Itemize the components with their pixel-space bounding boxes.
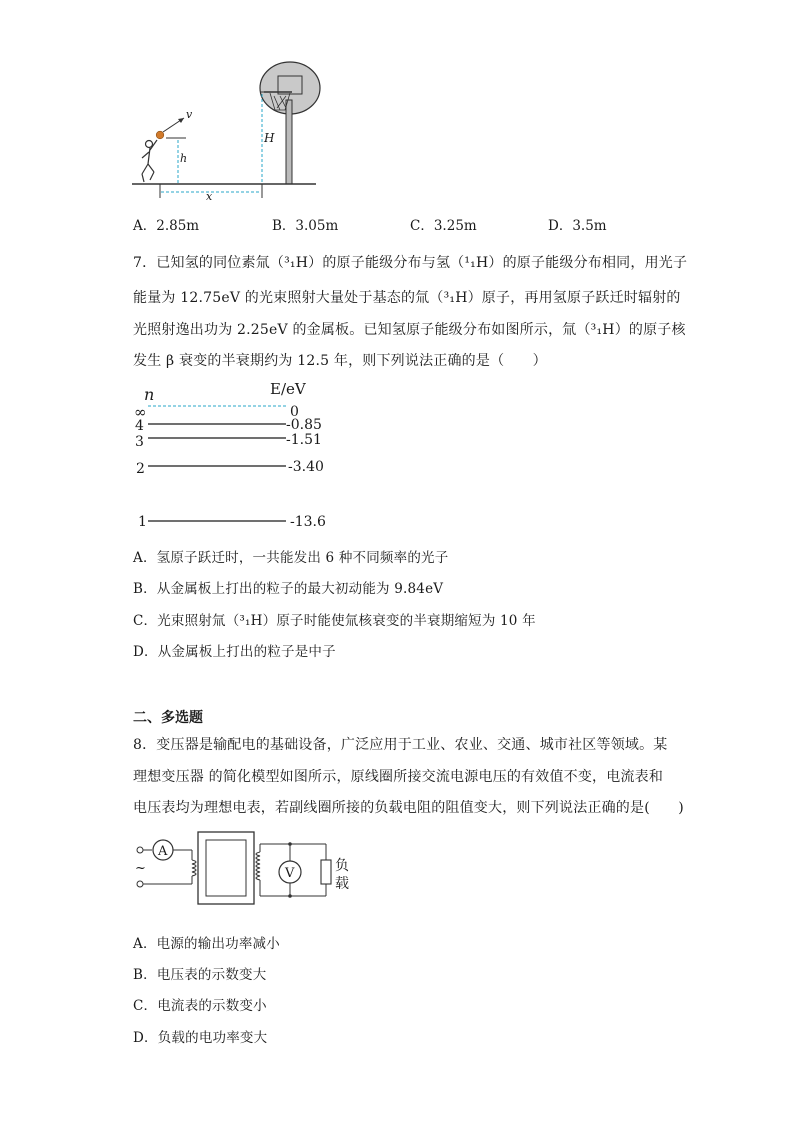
q7-stem-line-4: 发生 β 衰变的半衰期约为 12.5 年，则下列说法正确的是（ ） bbox=[133, 353, 547, 369]
ball-icon bbox=[156, 131, 164, 139]
q7-option-c[interactable]: C．光束照射氚（³₁H）原子时能使氚核衰变的半衰期缩短为 10 年 bbox=[133, 613, 536, 629]
q7-option-d[interactable]: D．从金属板上打出的粒子是中子 bbox=[133, 644, 336, 660]
section-title-multiple-choice: 二、多选题 bbox=[133, 710, 203, 726]
label-H: H bbox=[264, 131, 275, 145]
axis-e-label: E/eV bbox=[270, 380, 306, 398]
q6-option-d[interactable]: D．3.5m bbox=[548, 218, 607, 234]
load-resistor bbox=[321, 860, 331, 884]
q7-option-a[interactable]: A．氢原子跃迁时，一共能发出 6 种不同频率的光子 bbox=[133, 550, 449, 566]
level-3-n: 3 bbox=[135, 434, 144, 450]
level-inf-energy: 0 bbox=[290, 404, 299, 420]
q8-option-a[interactable]: A．电源的输出功率减小 bbox=[133, 936, 280, 952]
level-4-energy: -0.85 bbox=[286, 417, 322, 433]
level-2-energy: -3.40 bbox=[288, 459, 324, 475]
energy-level-diagram bbox=[130, 380, 340, 530]
secondary-coil bbox=[256, 852, 260, 880]
q7-stem-line-2: 能量为 12.75eV 的光束照射大量处于基态的氚（³₁H）原子，再用氢原子跃迁时辐射的 bbox=[133, 290, 681, 306]
q8-option-d[interactable]: D．负载的电功率变大 bbox=[133, 1030, 268, 1046]
terminal-top bbox=[137, 847, 143, 853]
q8-stem-line-3: 电压表均为理想电表，若副线圈所接的负载电阻的阻值变大，则下列说法正确的是( ) bbox=[133, 800, 684, 816]
q7-option-b[interactable]: B．从金属板上打出的粒子的最大初动能为 9.84eV bbox=[133, 581, 444, 597]
primary-coil bbox=[192, 860, 196, 876]
basketball-figure bbox=[130, 60, 330, 210]
level-1-energy: -13.6 bbox=[290, 514, 326, 530]
label-v: v bbox=[186, 108, 193, 121]
label-x: x bbox=[206, 190, 213, 203]
q8-option-b[interactable]: B．电压表的示数变大 bbox=[133, 967, 267, 983]
level-2-n: 2 bbox=[136, 461, 145, 477]
player-icon bbox=[142, 140, 157, 182]
q8-stem-line-1: 8．变压器是输配电的基础设备，广泛应用于工业、农业、交通、城市社区等领域。某 bbox=[133, 737, 668, 753]
hoop-pole bbox=[286, 100, 292, 184]
q7-stem-line-1: 7．已知氢的同位素氚（³₁H）的原子能级分布与氢（¹₁H）的原子能级分布相同，用光子 bbox=[133, 255, 688, 271]
q7-stem-line-3: 光照射逸出功为 2.25eV 的金属板。已知氢原子能级分布如图所示，氚（³₁H）的原子核 bbox=[133, 322, 686, 338]
ammeter-label: A bbox=[158, 844, 168, 859]
label-h: h bbox=[180, 152, 188, 165]
transformer-circuit bbox=[130, 826, 360, 916]
axis-n-label: n bbox=[144, 385, 155, 404]
voltmeter-label: V bbox=[285, 866, 295, 881]
load-label-2: 载 bbox=[335, 876, 349, 892]
q8-stem-line-2: 理想变压器 的简化模型如图所示，原线圈所接交流电源电压的有效值不变，电流表和 bbox=[133, 769, 664, 785]
terminal-bottom bbox=[137, 881, 143, 887]
q6-option-b[interactable]: B．3.05m bbox=[272, 218, 339, 234]
level-3-energy: -1.51 bbox=[286, 432, 322, 448]
ac-source-symbol: ~ bbox=[135, 861, 146, 876]
level-1-n: 1 bbox=[138, 514, 147, 530]
level-4-n: 4 bbox=[135, 418, 144, 434]
load-label-1: 负 bbox=[335, 858, 349, 874]
q8-option-c[interactable]: C．电流表的示数变小 bbox=[133, 998, 267, 1014]
q6-option-c[interactable]: C．3.25m bbox=[410, 218, 477, 234]
level-inf-n: ∞ bbox=[134, 403, 147, 421]
q6-option-a[interactable]: A．2.85m bbox=[133, 218, 200, 234]
